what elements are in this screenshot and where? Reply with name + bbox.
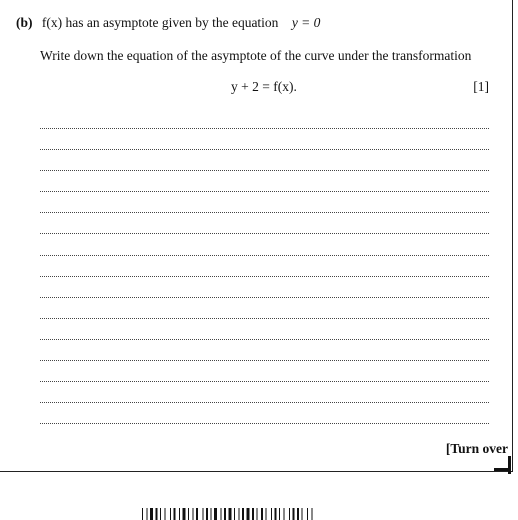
barcode-bar [224,508,226,520]
answer-line[interactable] [40,255,489,256]
asymptote-equation: y = 0 [291,15,321,30]
barcode-bar [229,508,232,520]
barcode-bar [252,508,254,520]
barcode-bar [150,508,153,520]
barcode-bar [247,508,250,520]
barcode-bar [284,508,285,520]
barcode-bar [234,508,235,520]
barcode-bar [266,508,267,520]
barcode-bar [206,508,208,520]
transformation-equation: y + 2 = f(x). [231,79,297,94]
marks-label: [1] [473,79,489,94]
answer-line[interactable] [40,149,489,150]
barcode [142,508,348,520]
barcode-bar [279,508,280,520]
barcode-bar [307,508,308,520]
barcode-bar [214,508,217,520]
barcode-bar [188,508,189,520]
barcode-bar [174,508,176,520]
barcode-bar [170,508,171,520]
barcode-bar [297,508,299,520]
answer-line[interactable] [40,170,489,171]
barcode-bar [312,508,313,520]
answer-line[interactable] [40,423,489,424]
answer-line[interactable] [40,360,489,361]
turn-over-label: [Turn over [445,441,508,456]
answer-line[interactable] [40,339,489,340]
question-stem: f(x) has an asymptote given by the equation [41,15,279,30]
barcode-bar [165,508,166,520]
answer-line[interactable] [40,191,489,192]
barcode-bar [142,508,143,520]
page-border-right [512,0,513,472]
barcode-bar [221,508,222,520]
barcode-bar [242,508,244,520]
barcode-bar [196,508,198,520]
question-line [16,15,320,31]
answer-area[interactable] [40,128,489,444]
answer-line[interactable] [40,233,489,234]
answer-line[interactable] [40,318,489,319]
barcode-bar [211,508,212,520]
answer-line[interactable] [40,128,489,129]
barcode-bar [257,508,258,520]
instruction-text: Write down the equation of the asymptote of the curve under the transformation [40,48,472,63]
barcode-bar [261,508,263,520]
corner-registration-mark [508,456,511,474]
barcode-bar [203,508,204,520]
barcode-bar [275,508,277,520]
answer-line[interactable] [40,212,489,213]
barcode-bar [302,508,303,520]
barcode-bar [293,508,295,520]
part-label: (b) [16,15,33,30]
barcode-bar [147,508,148,520]
barcode-bar [156,508,158,520]
corner-registration-mark-horizontal [494,468,511,471]
barcode-bar [289,508,290,520]
answer-line[interactable] [40,297,489,298]
barcode-bar [183,508,186,520]
answer-line[interactable] [40,276,489,277]
answer-line[interactable] [40,381,489,382]
barcode-bar [271,508,272,520]
answer-line[interactable] [40,402,489,403]
page-border-bottom [0,471,512,472]
barcode-bar [179,508,180,520]
barcode-bar [193,508,194,520]
barcode-bar [239,508,240,520]
barcode-bar [160,508,161,520]
